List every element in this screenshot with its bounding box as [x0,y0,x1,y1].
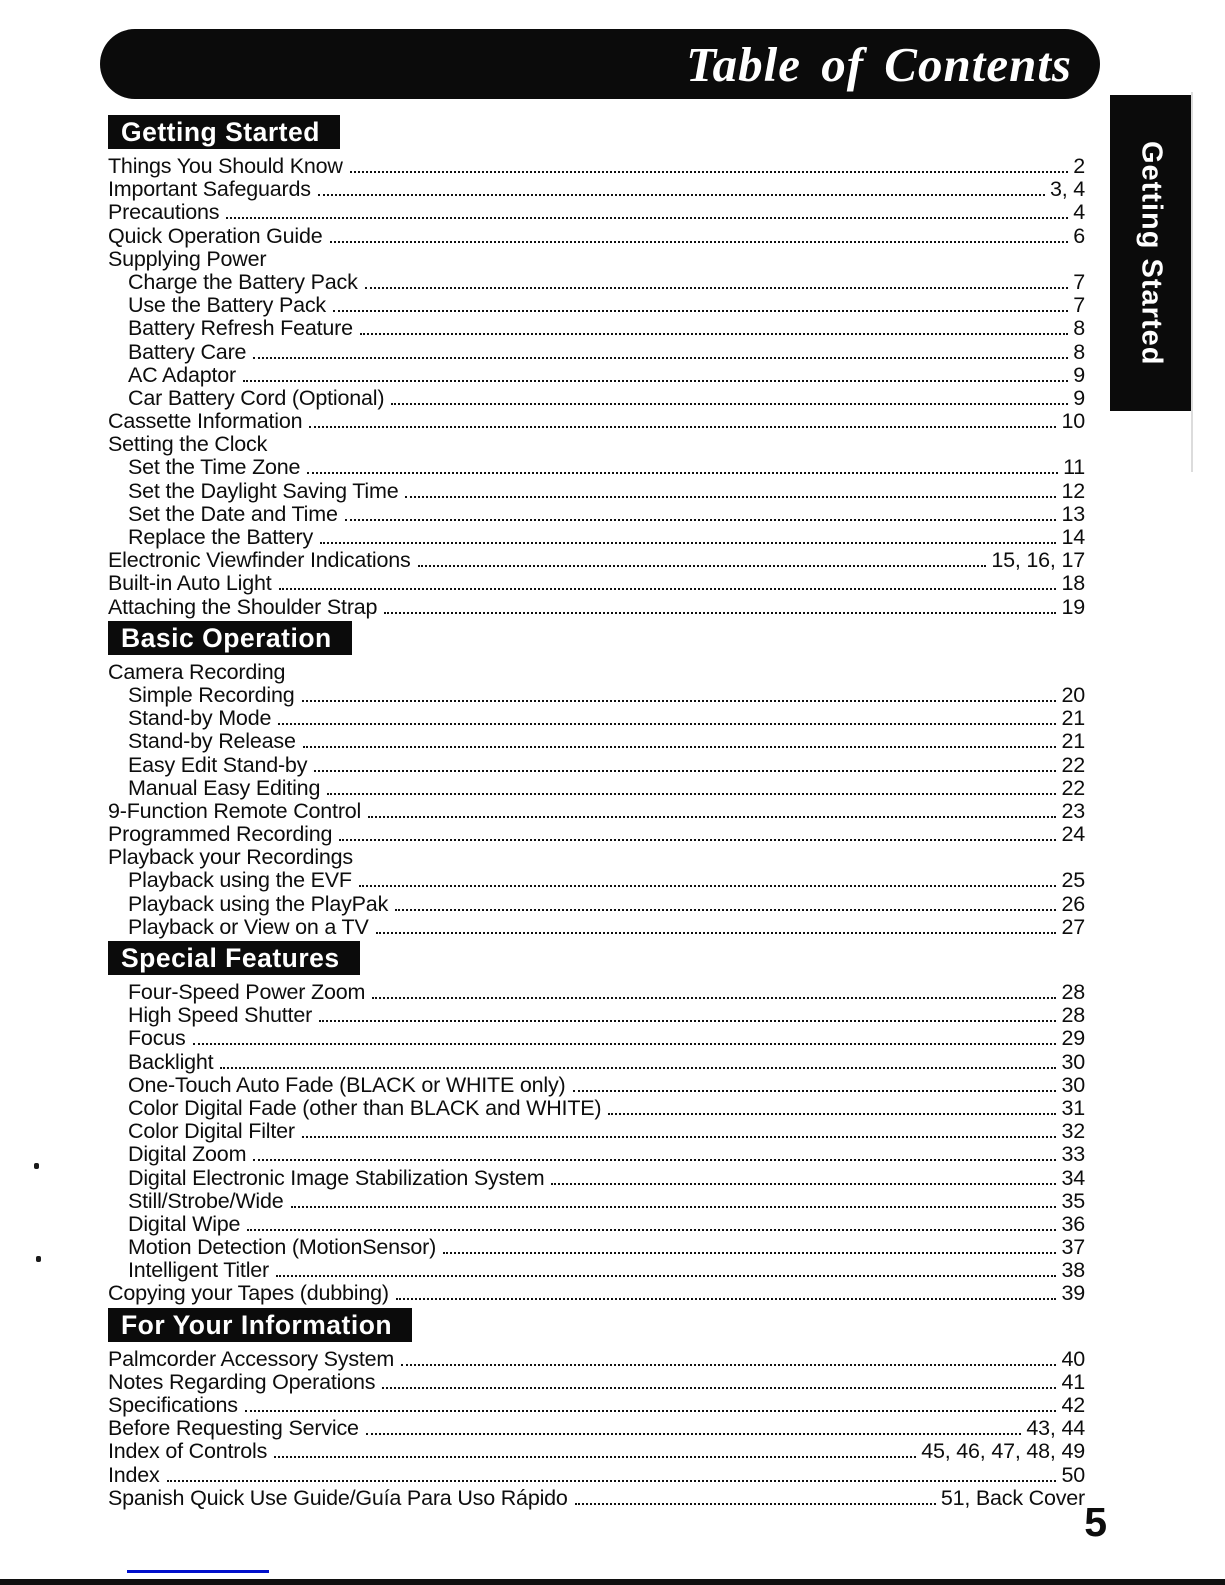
toc-leader [302,700,1057,702]
toc-entry [108,1486,1085,1509]
toc-entry [108,706,1085,729]
toc-entry [108,1347,1085,1370]
section-header-label: Basic Operation [121,622,332,653]
toc-entry-label: 9-Function Remote Control [108,798,362,823]
toc-entry-pages: 21 [1061,729,1085,754]
toc-entry-label: Color Digital Fade (other than BLACK and WHITE) [128,1095,602,1120]
toc-entry-pages: 15, 16, 17 [991,548,1085,573]
scan-bottom-edge [0,1579,1225,1585]
toc-entry-label: Playback using the PlayPak [128,891,389,916]
toc-leader [319,1020,1056,1022]
toc-leader [575,1503,936,1505]
toc-entry-label: Digital Zoom [128,1142,247,1167]
toc-entry-label: Set the Daylight Saving Time [128,478,399,503]
toc-entry-label: Playback using the EVF [128,868,352,893]
toc-entry [108,1212,1085,1235]
toc-entry [108,154,1085,177]
toc-entry [108,1073,1085,1096]
toc-leader [333,310,1068,312]
section-header [108,1308,412,1342]
toc-entry [108,1439,1085,1462]
toc-entry [108,247,1085,270]
toc-entry-label: Backlight [128,1049,214,1074]
toc-entry-label: Manual Easy Editing [128,775,321,800]
toc-entry-label: Four-Speed Power Zoom [128,980,366,1004]
toc-entry [108,822,1085,845]
toc-entry-label: Color Digital Filter [128,1119,295,1144]
toc-entry-pages: 33 [1061,1142,1085,1167]
toc-leader [274,1456,916,1458]
toc-leader [291,1206,1057,1208]
toc-entry-pages: 27 [1061,914,1085,939]
toc-leader [314,770,1056,772]
toc-entry-label: Stand-by Mode [128,706,272,731]
scan-edge-line [1191,92,1193,472]
toc-entry-label: Focus [128,1026,186,1051]
toc-entry-pages: 2 [1073,154,1085,178]
toc-leader [359,885,1057,887]
toc-entry-label: Cassette Information [108,409,303,434]
toc-entry [108,683,1085,706]
toc-entry-pages: 51, Back Cover [940,1485,1085,1510]
toc-entry [108,1416,1085,1439]
section-header [108,621,352,655]
toc-entry [108,455,1085,478]
toc-entry-pages: 36 [1061,1211,1085,1236]
toc-leader [372,997,1056,999]
toc-leader [382,1387,1056,1389]
toc-entry-label: Digital Electronic Image Stabilization System [128,1165,545,1190]
toc-entry [108,753,1085,776]
toc-content [108,112,1085,1509]
title-banner [100,29,1100,99]
toc-entry-label: Important Safeguards [108,177,311,202]
toc-entry-pages: 24 [1061,822,1085,847]
toc-entry [108,868,1085,891]
toc-entry-pages: 22 [1061,775,1085,800]
toc-entry-label: Spanish Quick Use Guide/Guía Para Uso Rápido [108,1485,568,1510]
scan-pen-mark [127,1570,269,1573]
toc-entry-pages: 8 [1073,339,1085,364]
toc-entry-pages: 30 [1061,1072,1085,1097]
scan-speck [36,1256,41,1262]
toc-entry-pages: 13 [1061,501,1085,526]
toc-entry-label: Still/Strobe/Wide [128,1188,284,1213]
toc-entry-label: Supplying Power [108,246,267,271]
page-title: Table of Contents [686,36,1072,92]
toc-entry-pages: 21 [1061,706,1085,731]
toc-entry-pages: 26 [1061,891,1085,916]
toc-entry-pages: 18 [1061,571,1085,596]
toc-leader [276,1275,1056,1277]
toc-entry-label: Battery Refresh Feature [128,316,353,341]
toc-entry [108,776,1085,799]
toc-leader [350,171,1069,173]
toc-leader [551,1183,1056,1185]
toc-leader [327,793,1056,795]
toc-leader [253,357,1068,359]
toc-leader [360,333,1068,335]
toc-entry [108,224,1085,247]
side-tab-getting-started [1110,95,1192,411]
toc-entry-pages: 3, 4 [1049,177,1085,202]
toc-entry-pages: 8 [1073,316,1085,341]
toc-entry [108,799,1085,822]
toc-leader [307,472,1058,474]
toc-entry-label: Camera Recording [108,659,286,684]
toc-entry-pages: 41 [1061,1369,1085,1394]
toc-entry [108,1166,1085,1189]
toc-entry [108,1463,1085,1486]
toc-entry-pages: 28 [1061,1003,1085,1028]
toc-entry-label: AC Adaptor [128,362,236,387]
toc-entry [108,525,1085,548]
toc-entry-pages: 9 [1073,385,1085,410]
toc-leader [302,1136,1057,1138]
toc-leader [345,519,1057,521]
toc-entry-pages: 39 [1061,1281,1085,1306]
section-header [108,941,360,975]
toc-entry-label: One-Touch Auto Fade (BLACK or WHITE only) [128,1072,566,1097]
toc-entry [108,270,1085,293]
toc-entry-label: Use the Battery Pack [128,293,326,318]
toc-entry-pages: 43, 44 [1026,1416,1085,1441]
toc-entry-label: Precautions [108,200,220,225]
toc-entry-label: Intelligent Titler [128,1258,270,1283]
toc-entry-label: Simple Recording [128,682,295,707]
toc-leader [573,1090,1057,1092]
toc-leader [368,816,1056,818]
toc-entry-pages: 30 [1061,1049,1085,1074]
toc-entry [108,1096,1085,1119]
toc-entry-label: Car Battery Cord (Optional) [128,385,385,410]
toc-entry-label: Things You Should Know [108,154,343,178]
toc-entry [108,1003,1085,1026]
toc-leader [401,1364,1056,1366]
toc-entry [108,316,1085,339]
toc-entry [108,502,1085,525]
toc-entry [108,845,1085,868]
toc-entry [108,409,1085,432]
toc-entry-pages: 35 [1061,1188,1085,1213]
toc-entry-label: Attaching the Shoulder Strap [108,594,378,619]
toc-leader [366,1433,1022,1435]
toc-entry [108,548,1085,571]
toc-entry [108,1258,1085,1281]
section-header-label: For Your Information [121,1309,393,1340]
toc-entry [108,1393,1085,1416]
toc-entry-pages: 28 [1061,980,1085,1004]
toc-entry-label: Easy Edit Stand-by [128,752,308,777]
toc-entry [108,729,1085,752]
toc-leader [384,612,1056,614]
toc-leader [391,403,1068,405]
toc-leader [318,194,1045,196]
toc-entry-pages: 34 [1061,1165,1085,1190]
toc-leader [245,1410,1057,1412]
toc-leader [309,426,1056,428]
toc-leader [376,932,1057,934]
toc-entry-label: Notes Regarding Operations [108,1369,376,1394]
toc-entry-pages: 29 [1061,1026,1085,1051]
toc-leader [339,839,1056,841]
toc-entry [108,479,1085,502]
toc-entry-pages: 9 [1073,362,1085,387]
toc-entry [108,1050,1085,1073]
toc-entry-label: Digital Wipe [128,1211,241,1236]
toc-leader [396,1298,1057,1300]
toc-entry-pages: 40 [1061,1346,1085,1371]
toc-entry [108,200,1085,223]
toc-entry [108,1370,1085,1393]
toc-entry-pages: 7 [1073,293,1085,318]
toc-entry-pages: 31 [1061,1095,1085,1120]
toc-leader [247,1229,1056,1231]
toc-entry-pages: 6 [1073,223,1085,248]
toc-entry-pages: 50 [1061,1462,1085,1487]
toc-leader [395,909,1056,911]
toc-leader [320,542,1056,544]
toc-leader [365,287,1069,289]
toc-entry-label: Built-in Auto Light [108,571,272,596]
toc-leader [303,746,1057,748]
toc-leader [330,241,1069,243]
toc-entry-pages: 45, 46, 47, 48, 49 [921,1439,1085,1464]
toc-entry-label: Replace the Battery [128,525,314,549]
toc-entry [108,980,1085,1003]
scan-speck [34,1163,39,1169]
toc-entry-label: Stand-by Release [128,729,296,754]
toc-entry [108,293,1085,316]
toc-leader [405,496,1056,498]
toc-entry-label: Electronic Viewfinder Indications [108,548,411,573]
toc-entry-pages: 19 [1061,594,1085,619]
toc-entry-pages: 14 [1061,525,1085,549]
toc-entry-label: Programmed Recording [108,822,333,847]
toc-entry-label: Before Requesting Service [108,1416,359,1441]
toc-entry [108,432,1085,455]
toc-entry-label: Index [108,1462,160,1487]
toc-entry [108,1119,1085,1142]
toc-entry-pages: 12 [1061,478,1085,503]
toc-entry-pages: 25 [1061,868,1085,893]
toc-entry [108,340,1085,363]
toc-entry-label: Charge the Battery Pack [128,269,358,294]
toc-entry-pages: 22 [1061,752,1085,777]
toc-entry-label: Setting the Clock [108,432,268,457]
section-header-label: Getting Started [121,117,320,147]
toc-entry-label: Playback or View on a TV [128,914,369,939]
toc-entry [108,177,1085,200]
toc-entry-pages: 38 [1061,1258,1085,1283]
toc-entry [108,660,1085,683]
toc-leader [167,1480,1057,1482]
toc-leader [278,723,1056,725]
toc-entry-pages: 23 [1061,798,1085,823]
toc-entry-label: Battery Care [128,339,247,364]
toc-entry [108,915,1085,938]
toc-entry-pages: 10 [1061,409,1085,434]
toc-entry [108,1189,1085,1212]
page-number: 5 [1084,1499,1107,1545]
toc-entry-label: Motion Detection (MotionSensor) [128,1235,437,1260]
side-tab-label: Getting Started [1135,140,1168,366]
toc-entry-pages: 11 [1063,455,1085,480]
toc-entry [108,571,1085,594]
toc-entry [108,1281,1085,1304]
toc-entry-pages: 37 [1061,1235,1085,1260]
toc-entry [108,363,1085,386]
toc-leader [226,217,1068,219]
toc-entry [108,1142,1085,1165]
toc-leader [608,1113,1056,1115]
toc-entry [108,1026,1085,1049]
toc-entry-label: Specifications [108,1393,238,1417]
toc-leader [418,565,987,567]
toc-entry-label: Index of Controls [108,1439,268,1464]
toc-entry [108,892,1085,915]
toc-leader [443,1252,1056,1254]
toc-entry-pages: 42 [1061,1393,1085,1417]
toc-leader [253,1159,1056,1161]
toc-entry-label: Quick Operation Guide [108,223,323,248]
toc-entry [108,386,1085,409]
toc-entry [108,1235,1085,1258]
toc-leader [243,380,1068,382]
toc-leader [220,1067,1056,1069]
toc-entry-pages: 32 [1061,1119,1085,1144]
toc-entry-pages: 7 [1073,269,1085,294]
toc-leader [279,588,1057,590]
section-header-label: Special Features [121,943,340,973]
section-header [108,115,340,149]
toc-entry-pages: 4 [1073,200,1085,225]
toc-entry-pages: 20 [1061,682,1085,707]
toc-entry-label: Set the Time Zone [128,455,301,480]
toc-entry-label: Set the Date and Time [128,501,338,526]
toc-entry-label: Palmcorder Accessory System [108,1346,395,1371]
toc-entry-label: High Speed Shutter [128,1003,313,1028]
toc-leader [193,1043,1057,1045]
toc-entry-label: Copying your Tapes (dubbing) [108,1281,389,1306]
toc-entry [108,595,1085,618]
toc-entry-label: Playback your Recordings [108,845,353,870]
